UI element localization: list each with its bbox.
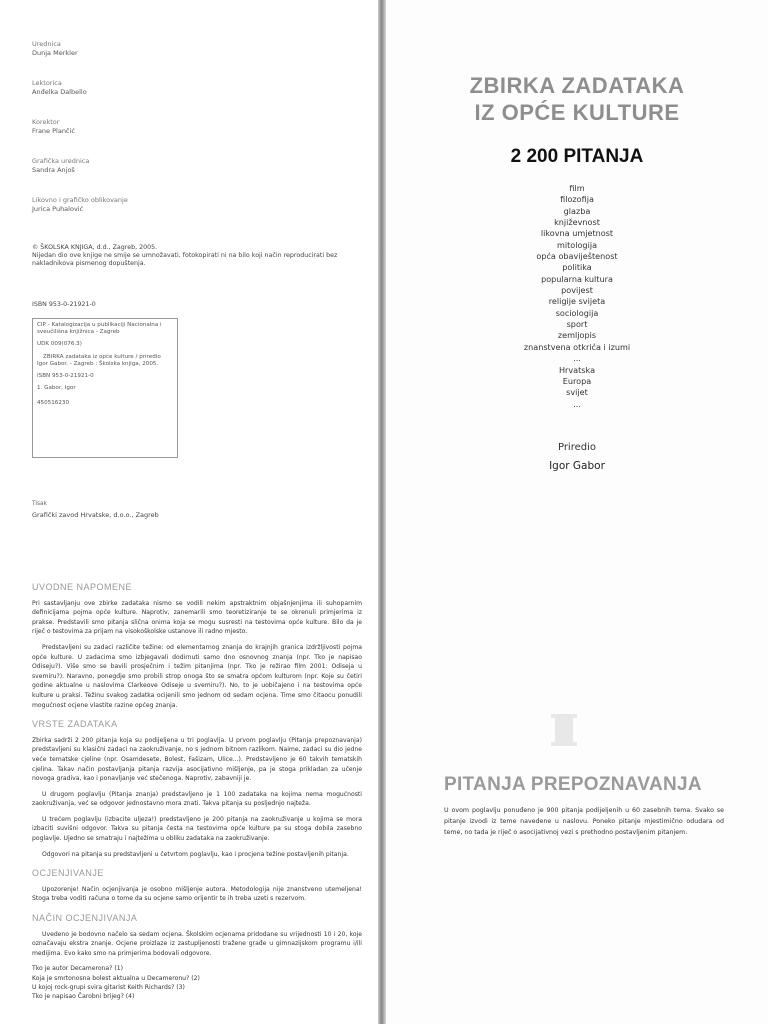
paragraph: Upozorenje! Način ocjenjivanja je osobno mišljenje autora. Metodologija nije znanstveno utemeljena! Stoga treba voditi računa o tome da su ocjene samo orijentir te ih treba uzeti s rezervom. — [32, 885, 362, 903]
rights-notice: Nijedan dio ove knjige ne smije se umnožavati, fotokopirati ni na bilo koji način reproducirati bez nakladnikova pismenog dopuštenja. — [32, 252, 338, 267]
book-title-line-1: ZBIRKA ZADATAKA — [469, 73, 685, 98]
copyright-block — [32, 244, 362, 268]
credit-proofreader — [32, 79, 87, 97]
paragraph: Odgovori na pitanja su predstavljeni u četvrtom poglavlju, kao i procjena težine postavljenih pitanja. — [42, 850, 349, 858]
topic: mitologija — [556, 239, 598, 250]
example-question: Koja je smrtonosna bolest aktualna u Decameronu? (2) — [32, 974, 200, 982]
credit-name: Sandra Anjoš — [32, 166, 75, 174]
topic-list — [386, 183, 768, 410]
chapter-title: PITANJA PREPOZNAVANJA — [444, 774, 702, 795]
topic: znanstvena otkrića i izumi — [523, 341, 631, 352]
topic: sociologija — [555, 307, 599, 318]
credit-role: Grafička urednica — [32, 157, 90, 165]
credit-role: Korektor — [32, 118, 60, 126]
credit-name: Dunja Merkler — [32, 49, 78, 57]
topic: politika — [562, 262, 592, 273]
cip-record-box — [32, 318, 178, 458]
credit-role: Lektorica — [32, 79, 62, 87]
topic: Hrvatska — [558, 364, 596, 375]
prepared-by-label: Priredio — [557, 442, 597, 453]
printer-label: Tisak — [32, 501, 47, 507]
credit-design — [32, 196, 128, 214]
paragraph: Zbirka sadrži 2 200 pitanja koja su podijeljena u tri poglavlja. U prvom poglavlju (Pitanja prepoznavanja) predstavljeni su klasični zadaci na zaokruživanje, no s jednom bitnom razlikom. Naime, zadaci su dio jedne veće tematske cjeline (npr. Osamdesete, Bolest, Fašizam, Ulice...). Predstavljeno je 60 takvih tematskih cjelina. Takav način postavljanja pitanja razvija asocijativno mišljenje, pa je stoga prikladan za učenje novoga gradiva, kao i ponavljanje već stečenoga. Naprotiv, zabavniji je. — [32, 736, 362, 783]
cip-subject: 1. Gabor, Igor — [37, 385, 76, 392]
example-question: U kojoj rock-grupi svira gitarist Keith Richards? (3) — [32, 983, 185, 991]
topic: književnost — [554, 217, 600, 228]
copyright: © ŠKOLSKA KNJIGA, d.d., Zagreb, 2005. — [32, 244, 158, 251]
topic: ... — [573, 353, 581, 364]
topic: film — [569, 183, 585, 193]
section-heading: NAČIN OCJENJIVANJA — [32, 913, 138, 924]
book-subtitle: 2 200 PITANJA — [510, 146, 644, 167]
introduction — [32, 583, 362, 1001]
roman-numeral-one-mark — [555, 714, 573, 746]
topic: popularna kultura — [541, 273, 613, 284]
credit-corrector — [32, 118, 75, 136]
credit-graphic-editor — [32, 157, 89, 175]
paragraph: U trećem poglavlju (izbacite uljeza!) predstavljeno je 200 pitanja na zaokruživanje u kojima se mora izbaciti suvišni odgovor. Takva su pitanja česta na testovima opće kulture pa su stoga dobila zasebno poglavlje. Ujedno se smatraju i najtežima u obliku zadataka na zaokruživanje. — [32, 815, 362, 843]
credit-editor — [32, 40, 78, 58]
cip-number: 450516230 — [37, 400, 70, 407]
section-heading: VRSTE ZADATAKA — [32, 719, 118, 730]
cip-udk: UDK 009(076.3) — [37, 341, 82, 348]
topic: likovna umjetnost — [540, 228, 614, 239]
section-heading: OCJENJIVANJE — [32, 868, 104, 879]
topic: zemljopis — [557, 330, 597, 341]
book-title-line-2: IZ OPĆE KULTURE — [474, 100, 680, 125]
paragraph: Uvedeno je bodovno načelo sa sedam ocjena. Školskim ocjenama pridodane su vrijednosti 10 i 20, koje označavaju ekstra znanje. Ocjene proizlaze iz zastupljenosti tražene građe u gimnazijskom programu i/ili medijima. Evo kako smo na primjerima bodovali odgovore. — [32, 930, 362, 957]
credit-name: Jurica Puhalović — [32, 205, 84, 213]
topic: sport — [566, 319, 588, 330]
paragraph: Predstavljeni su zadaci različite težine: od elementarnog znanja do krajnjih granica izdržljivosti pojma opće kulture. U zadacima smo izbjegavali dodirnuti samo dno osnovnog znanja (npr. Tko je napisao Odiseju?). Više smo se bavili prosječnim i težim pitanjima (npr. Tko je režirao film 2001: Odiseja u svemiru?). Naravno, ponegdje smo probili strop onoga što se smatra općom kulturom (npr. Koje su četiri godine aktualne u naslovima Clarkeove Odiseje u svemiru?). No, to je uobičajeno i na testovima opće kulture u praksi. Težinu svakog zadatka ocijenili smo jednom od sedam ocjena. Time smo čitaocu ponudili mogućnost ocjene vlastite razine općeg znanja. — [32, 643, 362, 709]
topic: opća obaviještenost — [536, 251, 618, 262]
credit-name: Frane Plančić — [32, 127, 75, 135]
cip-isbn: ISBN 953-0-21921-0 — [37, 373, 94, 380]
printer-name: Grafički zavod Hrvatske, d.o.o., Zagreb — [32, 511, 159, 519]
paragraph: U drugom poglavlju (Pitanja znanja) predstavljeno je 1 100 zadataka na kojima nema mogućnosti zaokruživanja, već se odgovor jednostavno mora znati. Takva pitanja su posljednjo najteža. — [32, 790, 362, 808]
topic: religije svijeta — [548, 296, 606, 307]
credit-role: Likovno i grafičko oblikovanje — [32, 196, 128, 204]
isbn: ISBN 953-0-21921-0 — [32, 301, 96, 308]
credit-name: Anđelka Dalbello — [32, 88, 87, 96]
editor-name: Igor Gabor — [549, 460, 605, 472]
topic: povijest — [561, 285, 593, 296]
credit-role: Urednica — [32, 40, 61, 48]
topic: svijet — [566, 387, 588, 398]
paragraph: Pri sastavljanju ove zbirke zadataka nismo se vodili nekim apstraktnim objašnjenjima ili suhoparnim definicijama pojma opće kulture. Naprotiv, zanemarili smo teoretiziranje te se okrenuli primjerima iz prakse. Predstavili smo pitanja slična onima koja se mogu susresti na testovima opće kulture. Bilo da je riječ o testovima za prijam na visokoškolske ustanove ili radno mjesto. — [32, 599, 362, 636]
topic: ... — [573, 398, 581, 409]
example-question: Tko je autor Decamerona? (1) — [32, 965, 123, 973]
printer-block — [32, 499, 159, 521]
book-title — [386, 72, 768, 126]
cip-heading: CIP - Katalogizacija u publikaciji Nacionalna i sveučilišna knjižnica - Zagreb — [37, 322, 162, 336]
example-question: Tko je napisao Čarobni brijeg? (4) — [32, 993, 135, 1001]
cip-entry: ZBIRKA zadataka iz opće kulture / priredio Igor Gabor. - Zagreb : Školska knjiga, 2005. — [37, 353, 161, 367]
topic: filozofija — [560, 194, 594, 205]
topic: Europa — [562, 375, 592, 386]
book-gutter — [378, 0, 386, 1024]
chapter-intro: U ovom poglavlju ponuđeno je 900 pitanja podijeljenih u 60 zasebnih tema. Svako se pitanje izvodi iz teme navedene u naslovu. Poneko pitanje mjestimično odudara od teme, no tada je riječ o asocijativnoj vezi s prethodno postavljenim pitanjem. — [444, 807, 724, 837]
section-heading: UVODNE NAPOMENE — [32, 582, 133, 592]
topic: glazba — [563, 205, 591, 216]
